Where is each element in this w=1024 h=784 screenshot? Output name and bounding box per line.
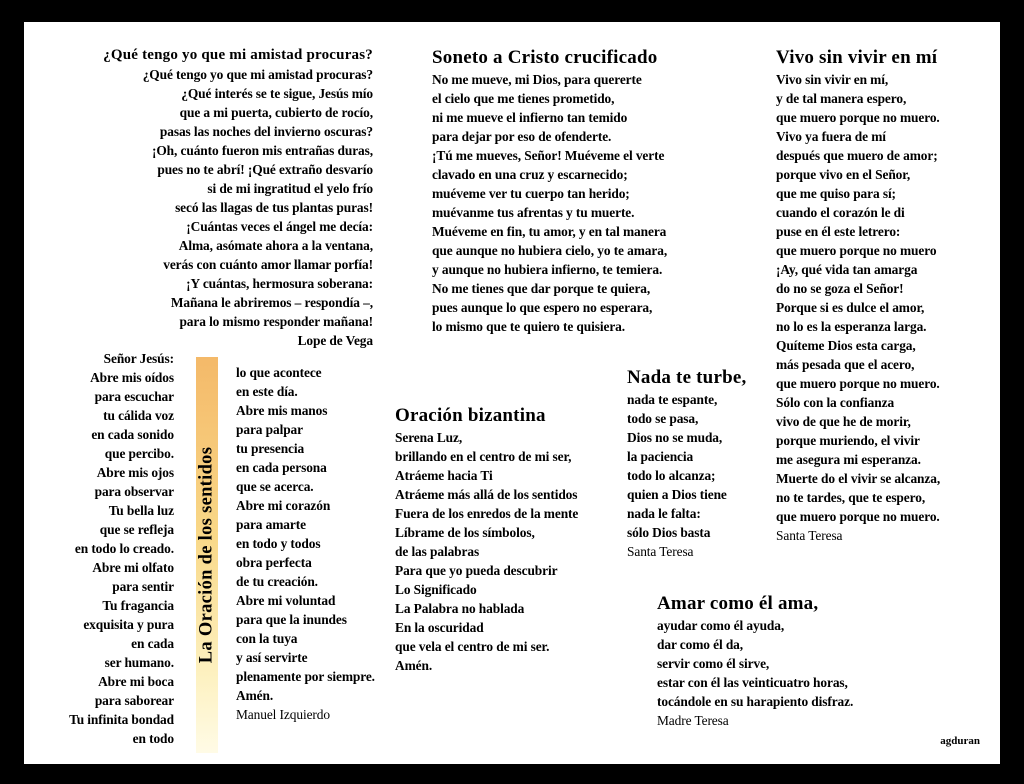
amar-lines — [657, 616, 853, 711]
poem-line: Serena Luz, — [395, 430, 463, 445]
poem-line: si de mi ingratitud el yelo frío — [207, 181, 373, 196]
sentidos-author: Manuel Izquierdo — [236, 707, 330, 722]
poem-line: secó las llagas de tus plantas puras! — [175, 200, 373, 215]
poem-line: vivo de que he de morir, — [776, 414, 911, 429]
poem-line: para lo mismo responder mañana! — [179, 314, 373, 329]
lope-lines — [103, 65, 373, 331]
poem-line: ni me mueve el infierno tan temido — [432, 110, 628, 125]
poem-line: La Palabra no hablada — [395, 601, 525, 616]
poem-line: ¿Qué tengo yo que mi amistad procuras? — [142, 67, 373, 82]
poem-line: sólo Dios basta — [627, 525, 711, 540]
poem-line: Abre mi olfato — [92, 560, 174, 575]
poem-line: que muero porque no muero — [776, 243, 937, 258]
signature: agduran — [940, 735, 980, 747]
poem-line: que se acerca. — [236, 479, 314, 494]
poem-line: Vivo ya fuera de mí — [776, 129, 886, 144]
poem-line: para que la inundes — [236, 612, 347, 627]
poem-line: tocándole en su harapiento disfraz. — [657, 694, 854, 709]
poem-line: clavado en una cruz y escarnecido; — [432, 167, 628, 182]
poem-line: Abre mi boca — [98, 674, 174, 689]
bizantina-lines — [395, 428, 578, 675]
poem-line: Vivo sin vivir en mí, — [776, 72, 889, 87]
poem-line: que muero porque no muero. — [776, 509, 940, 524]
poem-line: lo que acontece — [236, 365, 322, 380]
poem-line: para amarte — [236, 517, 306, 532]
poem-line: que muero porque no muero. — [776, 110, 940, 125]
poem-line: Abre mis ojos — [96, 465, 174, 480]
poem-line: servir como él sirve, — [657, 656, 770, 671]
poem-line: en todo lo creado. — [74, 541, 174, 556]
poem-line: que vela el centro de mi ser. — [395, 639, 550, 654]
poem-line: Amén. — [395, 658, 433, 673]
vivo-author: Santa Teresa — [776, 528, 843, 543]
poem-line: no te tardes, que te espero, — [776, 490, 926, 505]
sentidos-right-lines — [236, 363, 375, 705]
poem-line: que a mi puerta, cubierto de rocío, — [179, 105, 373, 120]
poem-line: el cielo que me tienes prometido, — [432, 91, 615, 106]
poem-line: Sólo con la confianza — [776, 395, 895, 410]
poem-line: para sentir — [112, 579, 174, 594]
lope-poem — [103, 46, 373, 350]
poem-line: con la tuya — [236, 631, 298, 646]
poem-line: exquisita y pura — [83, 617, 174, 632]
poem-line: pues no te abrí! ¡Qué extraño desvarío — [157, 162, 373, 177]
amar-title: Amar como él ama, — [657, 593, 819, 614]
poem-line: y así servirte — [236, 650, 308, 665]
poem-line: para dejar por eso de ofenderte. — [432, 129, 612, 144]
vivo-lines — [776, 70, 940, 526]
lope-title: ¿Qué tengo yo que mi amistad procuras? — [103, 47, 373, 63]
poem-line: tu presencia — [236, 441, 305, 456]
poem-line: Líbrame de los símbolos, — [395, 525, 535, 540]
poem-line: Muerte do el vivir se alcanza, — [776, 471, 941, 486]
amar-author: Madre Teresa — [657, 713, 729, 728]
poem-line: Abre mis oídos — [90, 370, 174, 385]
poem-line: Amén. — [236, 688, 274, 703]
poem-line: Tu infinita bondad — [69, 712, 174, 727]
poem-line: Quíteme Dios esta carga, — [776, 338, 916, 353]
poem-line: para escuchar — [94, 389, 174, 404]
poem-line: ¡Oh, cuánto fueron mis entrañas duras, — [151, 143, 373, 158]
poem-line: Alma, asómate ahora a la ventana, — [178, 238, 373, 253]
poem-line: la paciencia — [627, 449, 694, 464]
sentidos-left-column — [69, 349, 174, 748]
soneto-poem — [432, 46, 667, 336]
poem-line: obra perfecta — [236, 555, 312, 570]
poem-line: verás con cuánto amor llamar porfía! — [163, 257, 373, 272]
poem-line: después que muero de amor; — [776, 148, 938, 163]
poem-line: en cada sonido — [91, 427, 174, 442]
nada-title: Nada te turbe, — [627, 367, 747, 388]
poem-line: en todo — [132, 731, 174, 746]
poem-line: nada le falta: — [627, 506, 701, 521]
poem-line: todo lo alcanza; — [627, 468, 716, 483]
poem-line: Mañana le abriremos – respondía –, — [170, 295, 373, 310]
poem-line: dar como él da, — [657, 637, 744, 652]
poem-line: porque muriendo, el vivir — [776, 433, 920, 448]
poem-line: Abre mi voluntad — [236, 593, 336, 608]
lope-author: Lope de Vega — [297, 333, 373, 348]
poem-line: estar con él las veinticuatro horas, — [657, 675, 848, 690]
poem-sheet — [24, 22, 1000, 764]
poem-line: No me mueve, mi Dios, para quererte — [432, 72, 642, 87]
poem-line: pasas las noches del invierno oscuras? — [159, 124, 373, 139]
poem-line: brillando en el centro de mi ser, — [395, 449, 572, 464]
poem-line: que se refleja — [99, 522, 174, 537]
poem-line: Abre mis manos — [236, 403, 328, 418]
poem-line: ¿Qué interés se te sigue, Jesús mío — [181, 86, 373, 101]
sentidos-title: La Oración de los sentidos — [196, 446, 217, 664]
poem-line: todo se pasa, — [627, 411, 699, 426]
poem-line: no lo es la esperanza larga. — [776, 319, 927, 334]
poem-line: Fuera de los enredos de la mente — [395, 506, 579, 521]
poem-line: y aunque no hubiera infierno, te temiera. — [432, 262, 663, 277]
poem-line: Tu bella luz — [108, 503, 174, 518]
poem-line: para palpar — [236, 422, 303, 437]
sentidos-right-column — [236, 363, 375, 724]
poem-line: nada te espante, — [627, 392, 718, 407]
poem-line: en este día. — [236, 384, 298, 399]
bizantina-title: Oración bizantina — [395, 405, 546, 426]
poem-line: en cada — [131, 636, 174, 651]
poem-line: puse en él este letrero: — [776, 224, 901, 239]
poem-line: Atráeme más allá de los sentidos — [395, 487, 578, 502]
poem-line: Tu fragancia — [102, 598, 174, 613]
poem-line: Porque si es dulce el amor, — [776, 300, 925, 315]
poem-line: quien a Dios tiene — [627, 487, 727, 502]
poem-line: que muero porque no muero. — [776, 376, 940, 391]
poem-line: Abre mi corazón — [236, 498, 331, 513]
poem-line: Atráeme hacia Ti — [395, 468, 493, 483]
poem-line: ser humano. — [104, 655, 174, 670]
poem-line: ayudar como él ayuda, — [657, 618, 785, 633]
soneto-title: Soneto a Cristo crucificado — [432, 47, 658, 68]
poem-line: plenamente por siempre. — [236, 669, 375, 684]
poem-line: ¡Cuántas veces el ángel me decía: — [186, 219, 373, 234]
nada-lines — [627, 390, 746, 542]
poem-line: en todo y todos — [236, 536, 321, 551]
soneto-lines — [432, 70, 667, 336]
poem-line: pues aunque lo que espero no esperara, — [432, 300, 653, 315]
poem-line: Dios no se muda, — [627, 430, 723, 445]
poem-line: y de tal manera espero, — [776, 91, 907, 106]
poem-line: para saborear — [94, 693, 174, 708]
vivo-title: Vivo sin vivir en mí — [776, 47, 938, 68]
poem-line: me asegura mi esperanza. — [776, 452, 921, 467]
bizantina-poem — [395, 404, 578, 675]
poem-line: de las palabras — [395, 544, 480, 559]
poem-line: muéveme ver tu cuerpo tan herido; — [432, 186, 630, 201]
poem-line: que aunque no hubiera cielo, yo te amara, — [432, 243, 668, 258]
poem-line: Señor Jesús: — [103, 351, 174, 366]
poem-line: ¡Ay, qué vida tan amarga — [776, 262, 918, 277]
poem-line: de tu creación. — [236, 574, 318, 589]
poem-line: cuando el corazón le di — [776, 205, 905, 220]
poem-line: En la oscuridad — [395, 620, 484, 635]
nada-poem — [627, 366, 746, 561]
nada-author: Santa Teresa — [627, 544, 694, 559]
poem-line: do no se goza el Señor! — [776, 281, 904, 296]
poem-line: ¡Y cuántas, hermosura soberana: — [186, 276, 373, 291]
poem-line: No me tienes que dar porque te quiera, — [432, 281, 651, 296]
poem-line: que me quiso para sí; — [776, 186, 896, 201]
poem-line: porque vivo en el Señor, — [776, 167, 911, 182]
poem-line: Para que yo pueda descubrir — [395, 563, 558, 578]
poem-line: tu cálida voz — [103, 408, 174, 423]
poem-line: para observar — [94, 484, 174, 499]
poem-line: muévanme tus afrentas y tu muerte. — [432, 205, 635, 220]
poem-line: ¡Tú me mueves, Señor! Muéveme el verte — [432, 148, 665, 163]
poem-line: que percibo. — [104, 446, 174, 461]
poem-line: en cada persona — [236, 460, 327, 475]
amar-poem — [657, 592, 853, 730]
poem-line: Lo Significado — [395, 582, 477, 597]
poem-line: Muéveme en fin, tu amor, y en tal manera — [432, 224, 667, 239]
poem-line: más pesada que el acero, — [776, 357, 915, 372]
vivo-poem — [776, 46, 940, 545]
poem-line: lo mismo que te quiero te quisiera. — [432, 319, 626, 334]
